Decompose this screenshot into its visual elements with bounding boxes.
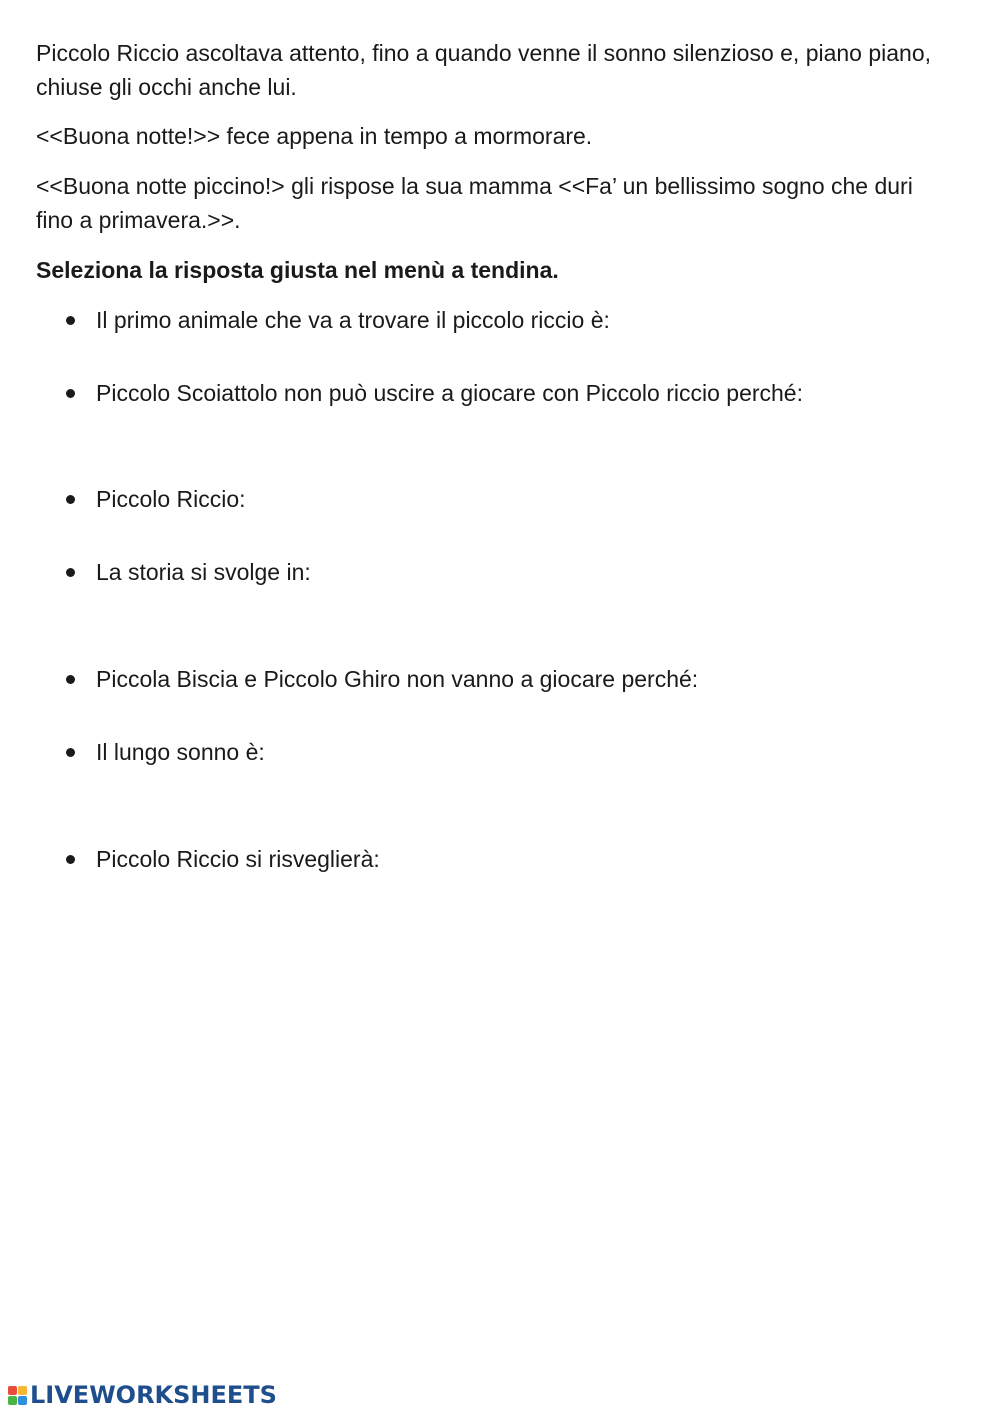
story-paragraph-2: <<Buona notte!>> fece appena in tempo a mormorare. <box>36 123 593 149</box>
bullet-icon <box>66 675 75 684</box>
question-item <box>66 482 246 516</box>
question-text: Il primo animale che va a trovare il piccolo riccio è: <box>96 307 610 333</box>
question-text: Piccolo Riccio si risveglierà: <box>96 846 380 872</box>
bullet-icon <box>66 568 75 577</box>
instruction-heading: Seleziona la risposta giusta nel menù a tendina. <box>36 257 559 283</box>
bullet-icon <box>66 389 75 398</box>
question-item <box>66 555 311 589</box>
question-text: La storia si svolge in: <box>96 559 311 585</box>
bullet-icon <box>66 495 75 504</box>
liveworksheets-logo[interactable] <box>8 1381 277 1409</box>
liveworksheets-logo-icon <box>8 1386 27 1405</box>
logo-text: LIVEWORKSHEETS <box>30 1381 277 1409</box>
bullet-icon <box>66 316 75 325</box>
question-item <box>66 662 698 696</box>
question-text: Piccolo Riccio: <box>96 486 246 512</box>
story-paragraph-3: <<Buona notte piccino!> gli rispose la sua mamma <<Fa’ un bellissimo sogno che duri fino a primavera.>>. <box>36 173 913 233</box>
question-text: Il lungo sonno è: <box>96 739 265 765</box>
question-text: Piccolo Scoiattolo non può uscire a giocare con Piccolo riccio perché: <box>96 380 803 406</box>
bullet-icon <box>66 748 75 757</box>
question-item <box>66 842 380 876</box>
question-item <box>66 376 803 410</box>
question-item <box>66 303 610 337</box>
question-text: Piccola Biscia e Piccolo Ghiro non vanno a giocare perché: <box>96 666 699 692</box>
question-item <box>66 735 265 769</box>
bullet-icon <box>66 855 75 864</box>
story-paragraph-1: Piccolo Riccio ascoltava attento, fino a quando venne il sonno silenzioso e, piano piano, chiuse gli occhi anche lui. <box>36 40 932 100</box>
